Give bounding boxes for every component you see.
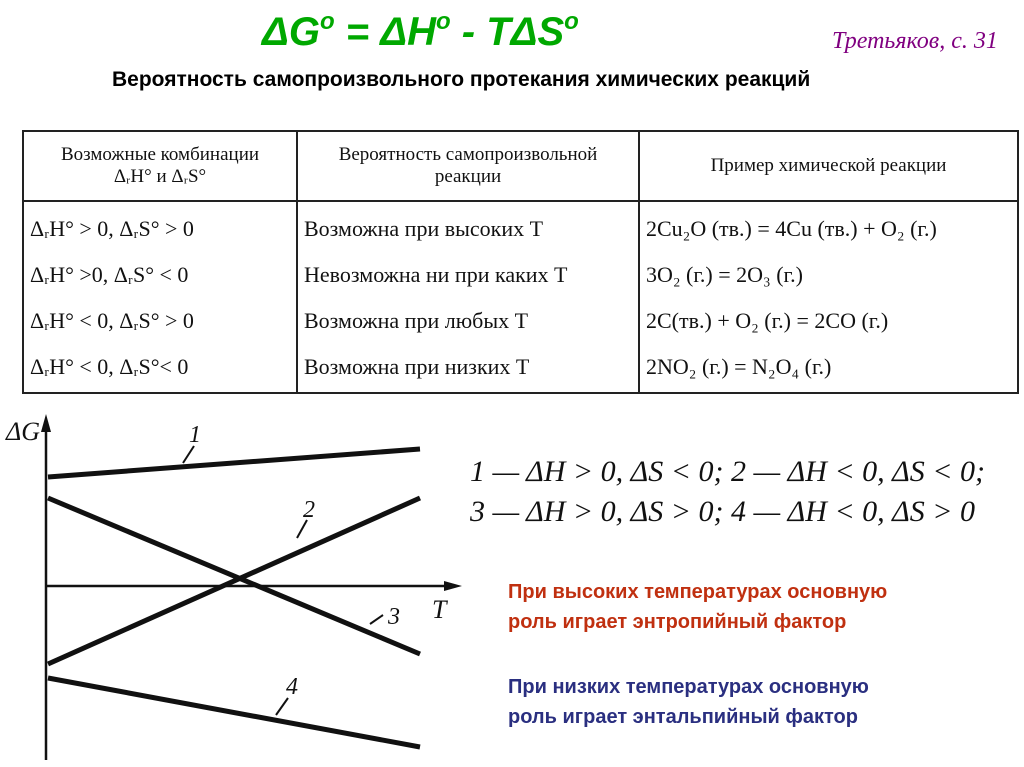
table-body-row: [23, 201, 1018, 393]
note-line: При высоких температурах основную: [508, 581, 888, 603]
example-item: 3O₂ (г.) = 2O₃ (г.): [646, 262, 803, 287]
header-line: Вероятность самопроизвольной: [338, 144, 598, 165]
line-label-4: 4: [286, 674, 298, 700]
graph-legend: [470, 452, 985, 532]
formula-dh: = ΔH: [334, 10, 436, 54]
gibbs-graph: [0, 392, 470, 767]
note-line: роль играет энтропийный фактор: [508, 611, 847, 633]
formula-tds: - TΔS: [450, 10, 565, 54]
page-title: Вероятность самопроизвольного протекания химических реакций: [112, 68, 811, 91]
x-axis-label: T: [432, 595, 447, 624]
formula-sup-2: o: [435, 8, 451, 35]
probability-item: Возможна при любых T: [304, 308, 529, 333]
header-combinations: [23, 131, 297, 201]
combinations-cell: [23, 201, 297, 393]
header-probability: [297, 131, 639, 201]
combination-item: ΔᵣH° > 0, ΔᵣS° > 0: [30, 216, 194, 241]
leader-1: [183, 446, 194, 463]
example-item: 2C(тв.) + O₂ (г.) = 2CO (г.): [646, 308, 889, 333]
formula-sup-3: o: [564, 8, 579, 35]
probability-item: Возможна при низких T: [304, 354, 530, 379]
header-line: Пример химической реакции: [710, 155, 947, 176]
example-cell: [639, 201, 1018, 393]
header-line: реакции: [434, 166, 502, 187]
note-line: При низких температурах основную: [508, 676, 869, 698]
combination-item: ΔᵣH° < 0, ΔᵣS°< 0: [30, 354, 189, 379]
example-item: 2Cu₂O (тв.) = 4Cu (тв.) + O₂ (г.): [646, 216, 937, 241]
header-line: ΔᵣH° и ΔᵣS°: [113, 166, 207, 187]
header-example: [639, 131, 1018, 201]
legend-line: 1 — ΔH > 0, ΔS < 0; 2 — ΔH < 0, ΔS < 0;: [470, 455, 986, 488]
line-1: [48, 449, 420, 477]
source-reference: Третьяков, с. 31: [832, 28, 998, 54]
y-axis-arrow: [41, 414, 51, 432]
x-axis-arrow: [444, 581, 462, 591]
table-header-row: [23, 131, 1018, 201]
formula-dg: ΔG: [262, 10, 320, 54]
probability-item: Возможна при высоких T: [304, 216, 544, 241]
combination-item: ΔᵣH° >0, ΔᵣS° < 0: [30, 262, 189, 287]
gibbs-formula: [262, 8, 579, 55]
example-item: 2NO₂ (г.) = N₂O₄ (г.): [646, 354, 832, 379]
note-low-temperature: [508, 672, 869, 732]
combination-item: ΔᵣH° < 0, ΔᵣS° > 0: [30, 308, 194, 333]
line-label-1: 1: [189, 422, 201, 448]
legend-line: 3 — ΔH > 0, ΔS > 0; 4 — ΔH < 0, ΔS > 0: [470, 495, 976, 528]
note-high-temperature: [508, 577, 887, 637]
leader-3: [370, 615, 383, 624]
leader-4: [276, 698, 288, 715]
line-4: [48, 678, 420, 747]
line-label-3: 3: [388, 604, 400, 630]
reaction-table: [22, 130, 1019, 394]
probability-cell: [297, 201, 639, 393]
formula-sup-1: o: [319, 8, 335, 35]
probability-item: Невозможна ни при каких T: [304, 262, 568, 287]
header-line: Возможные комбинации: [60, 144, 260, 165]
line-label-2: 2: [303, 497, 315, 523]
note-line: роль играет энтальпийный фактор: [508, 706, 858, 728]
y-axis-label: ΔG: [6, 417, 41, 446]
